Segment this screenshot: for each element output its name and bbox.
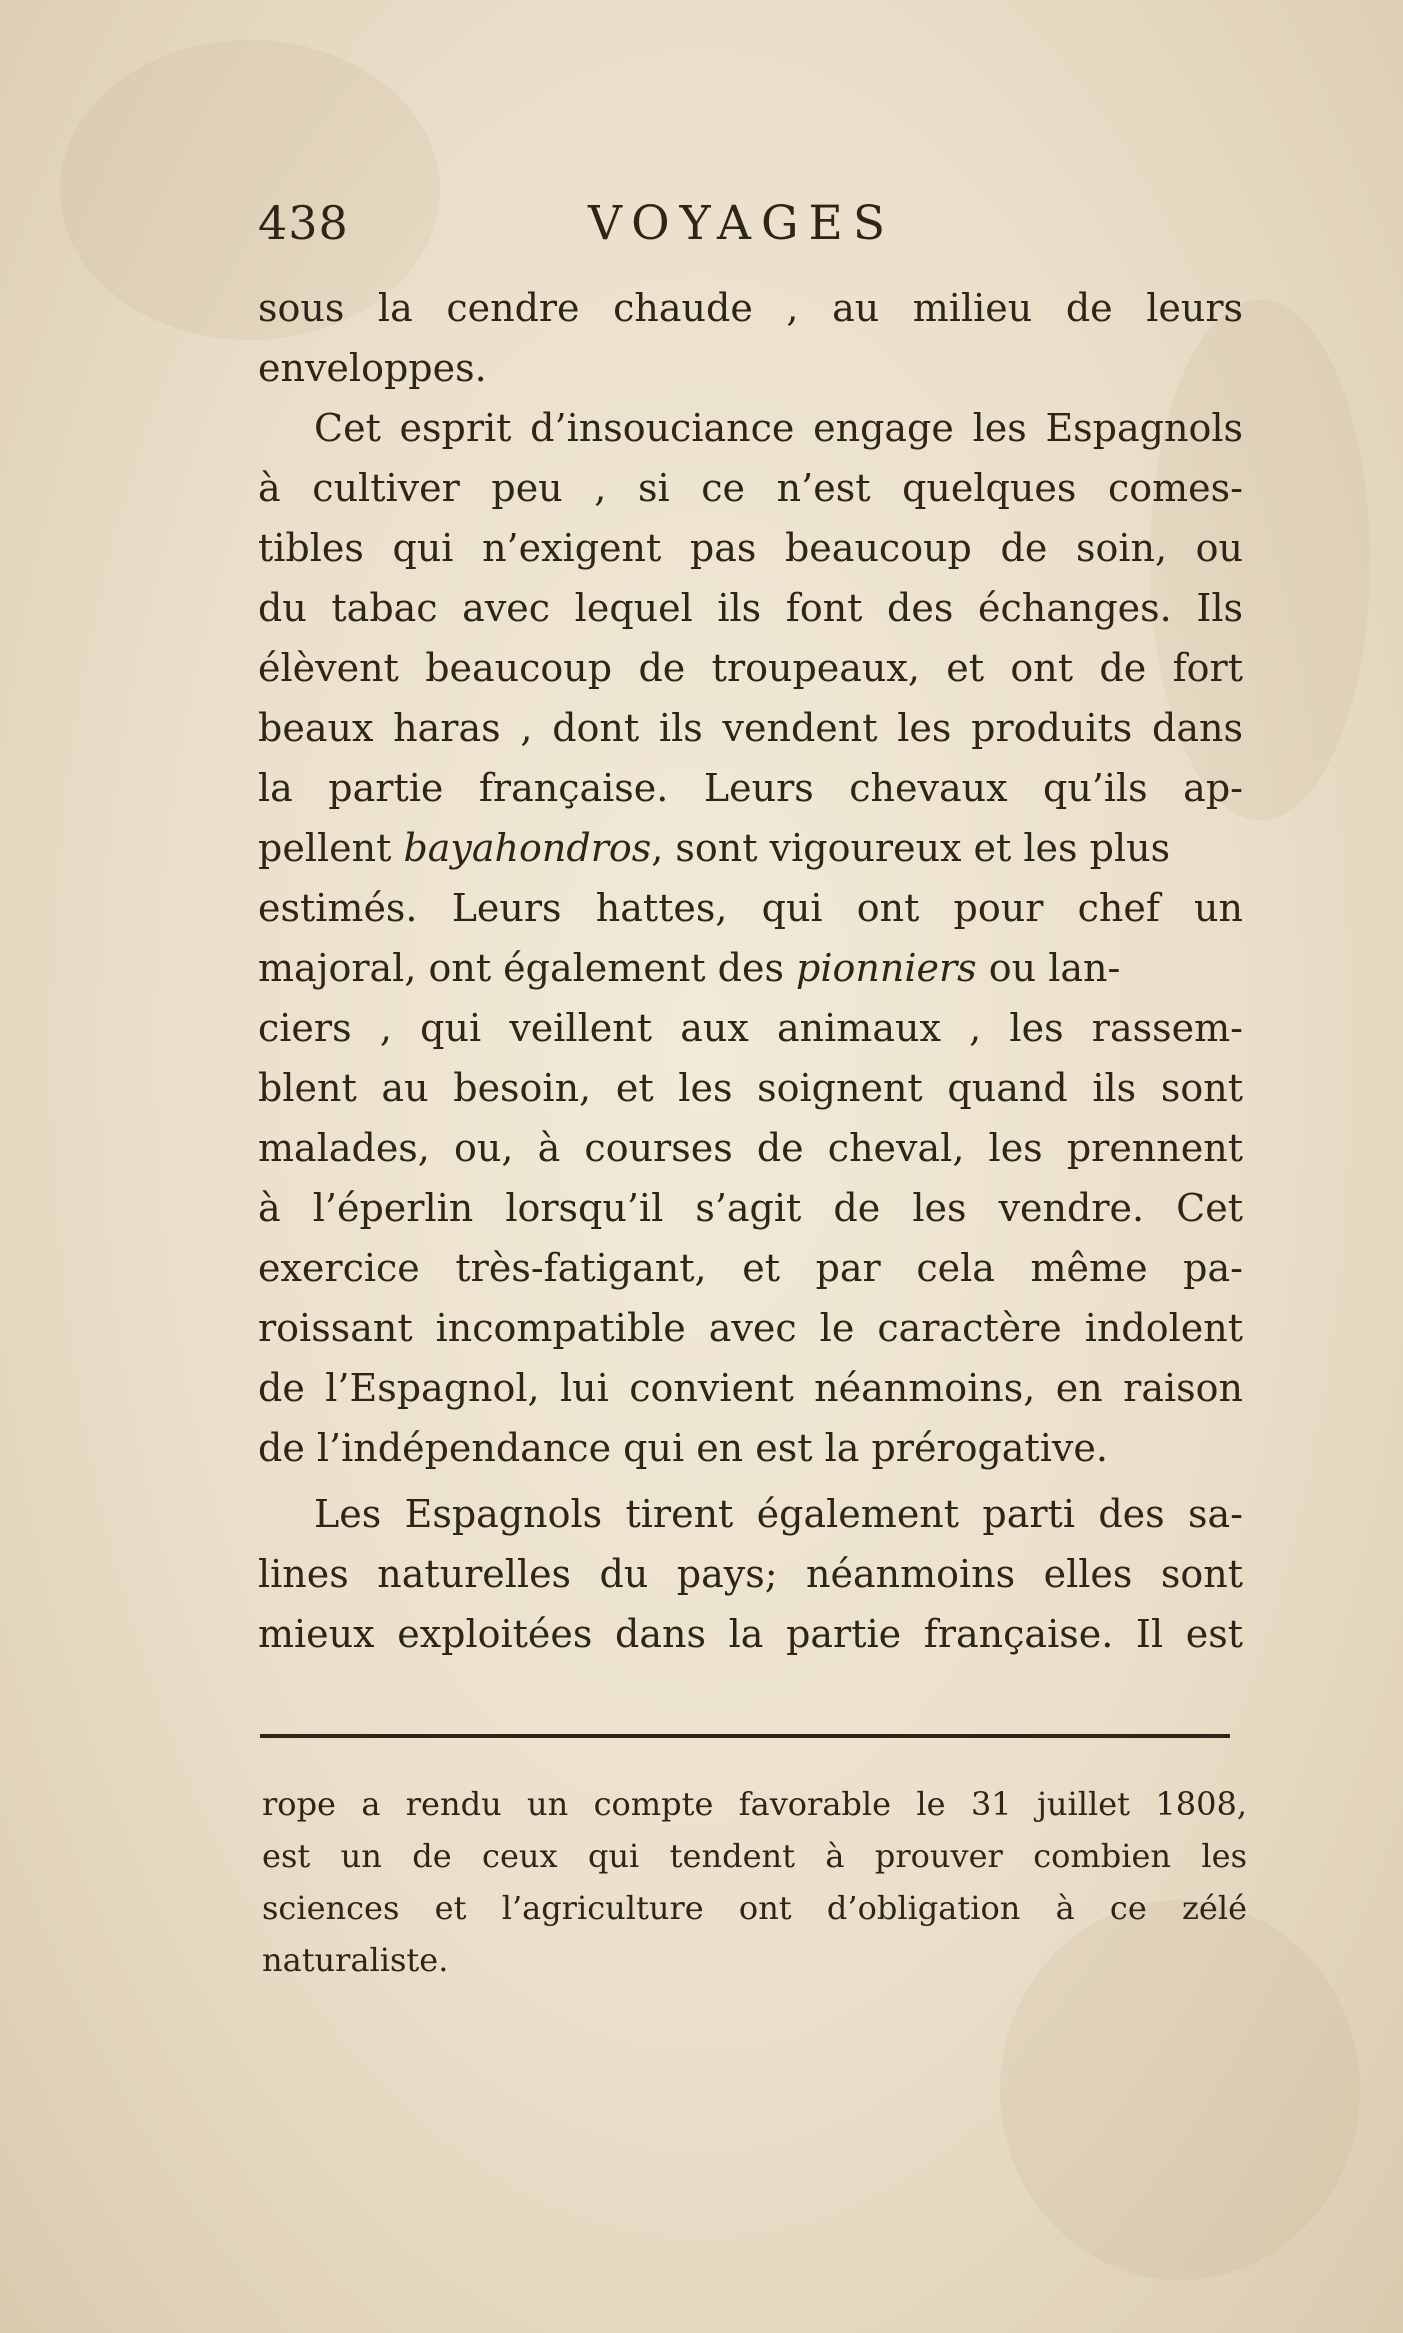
- text-segment: pellent: [258, 826, 392, 870]
- text-line: blent au besoin, et les soignent quand ils sont: [258, 1066, 1243, 1110]
- text-line: enveloppes.: [258, 346, 487, 390]
- text-line: sous la cendre chaude , au milieu de leurs: [258, 286, 1243, 330]
- italic-term: pionniers: [796, 946, 977, 990]
- page-header: [258, 196, 1248, 256]
- text-line: roissant incompatible avec le caractère indolent: [258, 1306, 1243, 1350]
- text-line: à cultiver peu , si ce n’est quelques comes-: [258, 466, 1243, 510]
- text-segment: majoral, ont également des: [258, 946, 784, 990]
- text-line: de l’indépendance qui en est la prérogative.: [258, 1426, 1108, 1470]
- footnote-line: rope a rendu un compte favorable le 31 juillet 1808,: [262, 1785, 1247, 1823]
- text-line: du tabac avec lequel ils font des échanges. Ils: [258, 586, 1243, 630]
- text-line: ciers , qui veillent aux animaux , les rassem-: [258, 1006, 1243, 1050]
- text-line: élèvent beaucoup de troupeaux, et ont de fort: [258, 646, 1243, 690]
- text-line: beaux haras , dont ils vendent les produits dans: [258, 706, 1243, 750]
- footnote: [262, 1778, 1247, 1986]
- text-line-mixed: [258, 938, 1243, 998]
- running-head: VOYAGES: [588, 196, 896, 251]
- footnote-line: sciences et l’agriculture ont d’obligation à ce zélé: [262, 1889, 1247, 1927]
- text-line: mieux exploitées dans la partie française. Il est: [258, 1612, 1243, 1656]
- footnote-line: naturaliste.: [262, 1941, 449, 1979]
- text-line: malades, ou, à courses de cheval, les prennent: [258, 1126, 1243, 1170]
- footnote-line: est un de ceux qui tendent à prouver combien les: [262, 1837, 1247, 1875]
- text-line: Cet esprit d’insouciance engage les Espagnols: [314, 406, 1243, 450]
- text-segment: ou lan-: [988, 946, 1121, 990]
- footnote-rule: [260, 1734, 1230, 1738]
- text-line: la partie française. Leurs chevaux qu’ils ap-: [258, 766, 1243, 810]
- text-line: Les Espagnols tirent également parti des sa-: [314, 1492, 1243, 1536]
- body-text: [258, 278, 1243, 1664]
- text-line: de l’Espagnol, lui convient néanmoins, en raison: [258, 1366, 1243, 1410]
- text-line-mixed: [258, 818, 1243, 878]
- text-line: à l’éperlin lorsqu’il s’agit de les vendre. Cet: [258, 1186, 1243, 1230]
- text-line: tibles qui n’exigent pas beaucoup de soin, ou: [258, 526, 1243, 570]
- page-number: 438: [258, 196, 349, 250]
- text-line: estimés. Leurs hattes, qui ont pour chef un: [258, 886, 1243, 930]
- text-line: lines naturelles du pays; néanmoins elles sont: [258, 1552, 1243, 1596]
- text-line: exercice très-fatigant, et par cela même pa-: [258, 1246, 1243, 1290]
- italic-term: bayahondros: [403, 826, 652, 870]
- text-segment: , sont vigoureux et les plus: [651, 826, 1171, 870]
